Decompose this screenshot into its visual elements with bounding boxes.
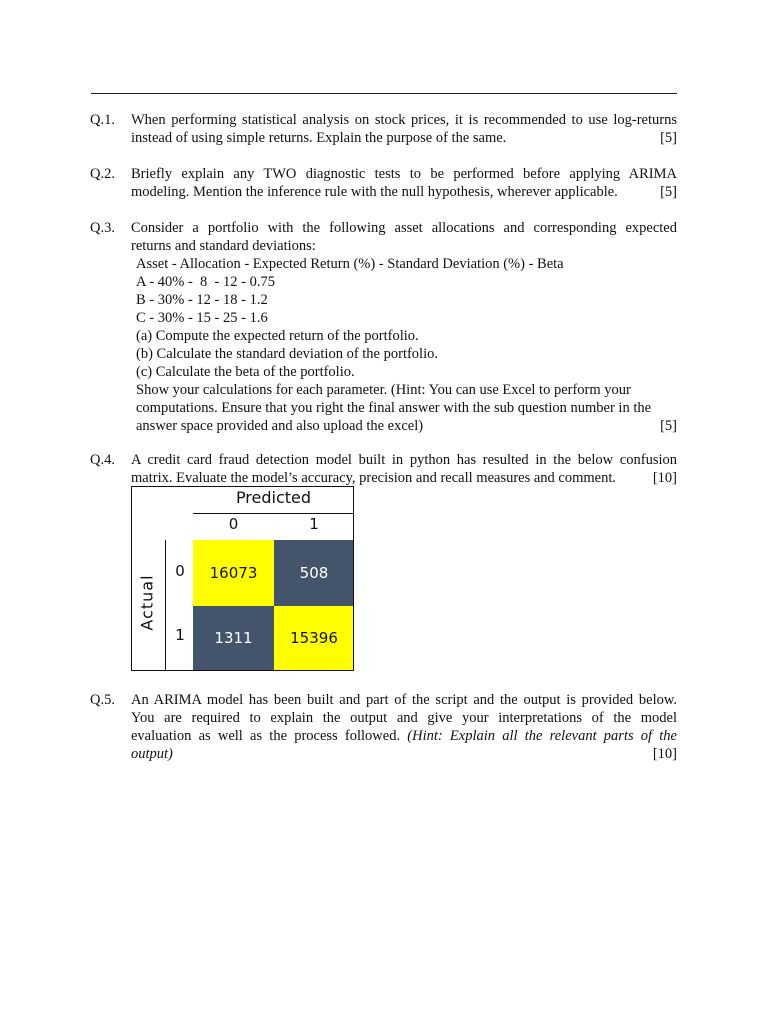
question-number: Q.5. xyxy=(90,692,115,708)
question-text: instead of using simple returns. Explain the purpose of the same. xyxy=(131,130,507,146)
row-label: 0 xyxy=(175,562,185,580)
sub-question: (a) Compute the expected return of the portfolio. xyxy=(136,328,419,344)
question-text: returns and standard deviations: xyxy=(131,238,316,254)
marks-label: [10] xyxy=(652,746,677,762)
col-label: 1 xyxy=(309,515,319,533)
question-3 xyxy=(90,219,677,435)
asset-table-header: Asset - Allocation - Expected Return (%) - Standard Deviation (%) - Beta xyxy=(136,256,564,272)
cell-fn: 1311 xyxy=(193,606,274,670)
asset-row: B - 30% - 12 - 18 - 1.2 xyxy=(136,292,268,308)
question-text: modeling. Mention the inference rule with the null hypothesis, wherever applicable. xyxy=(131,184,618,200)
cell-fp: 508 xyxy=(274,540,354,606)
instruction-text: Show your calculations for each parameter. (Hint: You can use Excel to perform your xyxy=(136,382,631,398)
grid-line xyxy=(165,540,166,671)
question-text: You are required to explain the output and give your interpretations of the model xyxy=(131,710,677,726)
marks-label: [5] xyxy=(660,184,677,200)
row-label: 1 xyxy=(175,626,185,644)
sub-question: (c) Calculate the beta of the portfolio. xyxy=(136,364,355,380)
asset-row: A - 40% - 8 - 12 - 0.75 xyxy=(136,274,275,290)
question-text: Briefly explain any TWO diagnostic tests to be performed before applying ARIMA xyxy=(131,166,677,182)
predicted-label: Predicted xyxy=(235,488,312,507)
question-text: evaluation as well as the process followed. xyxy=(131,728,401,744)
question-number: Q.2. xyxy=(90,166,115,182)
grid-line xyxy=(131,486,354,487)
grid-line xyxy=(193,513,354,514)
sub-question: (b) Calculate the standard deviation of the portfolio. xyxy=(136,346,438,362)
col-label: 0 xyxy=(228,515,239,533)
marks-label: [5] xyxy=(660,130,677,146)
question-1 xyxy=(90,111,677,147)
marks-label: [5] xyxy=(660,418,677,434)
question-number: Q.1. xyxy=(90,112,115,128)
question-text: Consider a portfolio with the following asset allocations and corresponding expected xyxy=(131,220,677,236)
hint-text: (Hint: Explain all the relevant parts of the xyxy=(407,728,677,744)
question-number: Q.4. xyxy=(90,452,115,468)
cell-tn: 16073 xyxy=(193,540,274,606)
question-2 xyxy=(90,165,677,201)
hint-text: output) xyxy=(131,746,173,762)
asset-row: C - 30% - 15 - 25 - 1.6 xyxy=(136,310,268,326)
grid-line xyxy=(353,486,354,671)
question-text: matrix. Evaluate the model’s accuracy, precision and recall measures and comment. xyxy=(131,470,617,486)
grid-line xyxy=(131,486,132,671)
question-text: When performing statistical analysis on stock prices, it is recommended to use log-returns xyxy=(131,112,677,128)
actual-label: Actual xyxy=(137,574,157,631)
marks-label: [10] xyxy=(652,470,677,486)
instruction-text: computations. Ensure that you right the final answer with the sub question number in the xyxy=(136,400,652,416)
question-text: A credit card fraud detection model built in python has resulted in the below confusion xyxy=(131,452,677,468)
question-4 xyxy=(90,451,677,487)
instruction-text: answer space provided and also upload the excel) xyxy=(136,418,424,434)
question-5 xyxy=(90,691,677,763)
header-rule xyxy=(91,93,677,94)
cell-tp: 15396 xyxy=(274,606,354,670)
question-text: An ARIMA model has been built and part of the script and the output is provided below. xyxy=(131,692,677,708)
question-number: Q.3. xyxy=(90,220,115,236)
confusion-matrix xyxy=(131,486,354,671)
